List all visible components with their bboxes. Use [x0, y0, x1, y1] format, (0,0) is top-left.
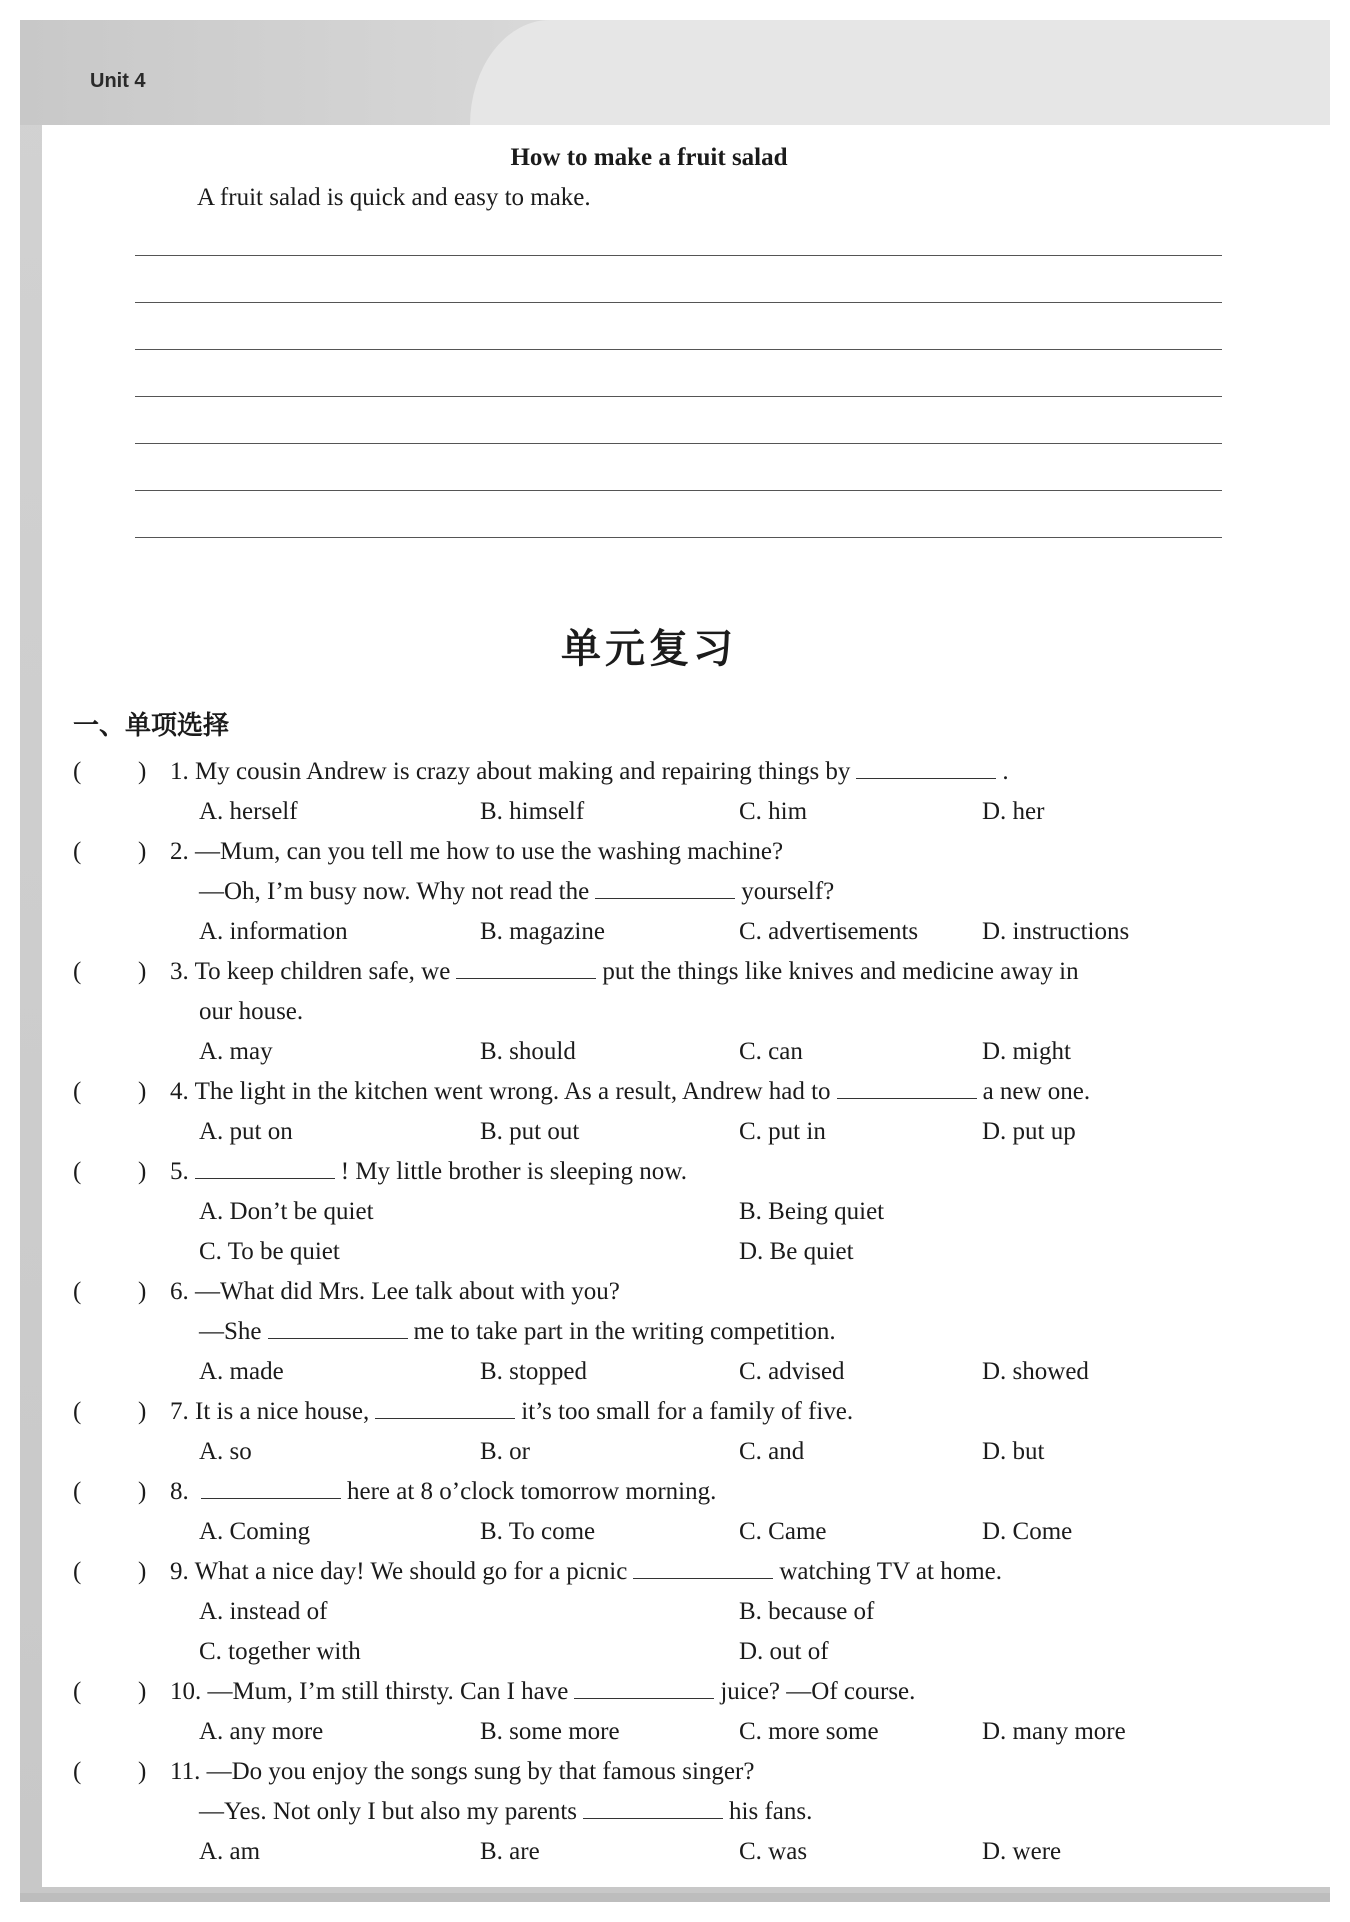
answer-blank[interactable] [456, 978, 596, 979]
answer-paren-open[interactable]: ( [73, 758, 82, 785]
answer-paren-open[interactable]: ( [73, 1078, 82, 1105]
question-11 [0, 1752, 1350, 1872]
answer-paren-close[interactable]: ) [138, 1158, 147, 1185]
writing-line-3[interactable] [135, 349, 1222, 350]
question-5 [0, 1152, 1350, 1272]
answer-blank[interactable] [201, 1498, 341, 1499]
option-d[interactable]: D. her [982, 798, 1045, 825]
question-stem: The light in the kitchen went wrong. As a result, Andrew had to [194, 1078, 831, 1105]
question-stem: —What did Mrs. Lee talk about with you? [195, 1278, 620, 1305]
question-number: 1. [170, 758, 189, 785]
question-number: 11. [170, 1758, 201, 1785]
option-b[interactable]: B. because of [739, 1598, 875, 1625]
answer-blank[interactable] [633, 1578, 773, 1579]
question-4 [0, 1072, 1350, 1152]
section-title: 一、单项选择 [73, 711, 230, 741]
question-stem-end: it’s too small for a family of five. [521, 1398, 854, 1425]
answer-paren-close[interactable]: ) [138, 1678, 147, 1705]
question-stem: —Mum, I’m still thirsty. Can I have [207, 1678, 569, 1705]
review-title: 单元复习 [561, 626, 737, 672]
answer-paren-close[interactable]: ) [138, 838, 147, 865]
question-number: 5. [170, 1158, 189, 1185]
option-a[interactable]: A. am [199, 1838, 261, 1865]
writing-line-7[interactable] [135, 537, 1222, 538]
answer-paren-open[interactable]: ( [73, 1398, 82, 1425]
option-c[interactable]: C. advised [739, 1358, 845, 1385]
answer-paren-open[interactable]: ( [73, 1478, 82, 1505]
question-stem-end: put the things like knives and medicine away in [602, 958, 1079, 985]
option-c[interactable]: C. together with [199, 1638, 361, 1665]
option-b[interactable]: B. To come [480, 1518, 596, 1545]
writing-line-6[interactable] [135, 490, 1222, 491]
question-stem: To keep children safe, we [194, 958, 451, 985]
option-a[interactable]: A. herself [199, 798, 298, 825]
option-b[interactable]: B. put out [480, 1118, 580, 1145]
option-b[interactable]: B. some more [480, 1718, 620, 1745]
option-a[interactable]: A. Don’t be quiet [199, 1198, 374, 1225]
answer-blank[interactable] [195, 1178, 335, 1179]
question-number: 9. [170, 1558, 189, 1585]
unit-label: Unit 4 [90, 70, 146, 92]
question-number: 2. [170, 838, 189, 865]
question-stem-end: here at 8 o’clock tomorrow morning. [347, 1478, 717, 1505]
option-d[interactable]: D. showed [982, 1358, 1089, 1385]
option-d[interactable]: D. many more [982, 1718, 1126, 1745]
question-10 [0, 1672, 1350, 1752]
option-a[interactable]: A. may [199, 1038, 273, 1065]
option-b[interactable]: B. stopped [480, 1358, 587, 1385]
answer-paren-close[interactable]: ) [138, 758, 147, 785]
question-stem: —Mum, can you tell me how to use the washing machine? [195, 838, 784, 865]
option-c[interactable]: C. him [739, 798, 808, 825]
option-b[interactable]: B. or [480, 1438, 530, 1465]
question-stem: It is a nice house, [195, 1398, 370, 1425]
option-c[interactable]: C. put in [739, 1118, 826, 1145]
answer-blank[interactable] [837, 1098, 977, 1099]
question-stem-end: me to take part in the writing competition. [413, 1318, 836, 1345]
answer-blank[interactable] [375, 1418, 515, 1419]
question-number: 4. [170, 1078, 189, 1105]
option-c[interactable]: C. can [739, 1038, 803, 1065]
option-b[interactable]: B. are [480, 1838, 540, 1865]
question-stem-end: a new one. [982, 1078, 1091, 1105]
answer-paren-close[interactable]: ) [138, 1478, 147, 1505]
option-d[interactable]: D. were [982, 1838, 1062, 1865]
question-2 [0, 832, 1350, 952]
question-stem-end: yourself? [741, 878, 835, 905]
question-6 [0, 1272, 1350, 1392]
essay-intro: A fruit salad is quick and easy to make. [197, 184, 591, 211]
option-a[interactable]: A. so [199, 1438, 252, 1465]
answer-paren-close[interactable]: ) [138, 1398, 147, 1425]
question-stem-end: . [1002, 758, 1009, 785]
question-number: 6. [170, 1278, 189, 1305]
option-d[interactable]: D. Be quiet [739, 1238, 854, 1265]
question-stem: My cousin Andrew is crazy about making and repairing things by [195, 758, 851, 785]
answer-paren-open[interactable]: ( [73, 1278, 82, 1305]
option-a[interactable]: A. instead of [199, 1598, 328, 1625]
answer-paren-open[interactable]: ( [73, 1158, 82, 1185]
option-c[interactable]: C. was [739, 1838, 808, 1865]
answer-blank[interactable] [574, 1698, 714, 1699]
question-stem-line2: —Oh, I’m busy now. Why not read the [199, 878, 590, 905]
writing-line-4[interactable] [135, 396, 1222, 397]
answer-paren-close[interactable]: ) [138, 1278, 147, 1305]
answer-paren-close[interactable]: ) [138, 1758, 147, 1785]
answer-blank[interactable] [595, 898, 735, 899]
option-d[interactable]: D. might [982, 1038, 1071, 1065]
question-stem: What a nice day! We should go for a picnic [194, 1558, 628, 1585]
question-3 [0, 952, 1350, 1072]
option-d[interactable]: D. instructions [982, 918, 1130, 945]
essay-title: How to make a fruit salad [510, 144, 788, 171]
question-number: 8. [170, 1478, 189, 1505]
answer-paren-open[interactable]: ( [73, 838, 82, 865]
question-number: 3. [170, 958, 189, 985]
option-c[interactable]: C. To be quiet [199, 1238, 340, 1265]
question-stem-end: watching TV at home. [779, 1558, 1003, 1585]
answer-paren-close[interactable]: ) [138, 1558, 147, 1585]
option-b[interactable]: B. himself [480, 798, 585, 825]
question-8 [0, 1472, 1350, 1552]
option-b[interactable]: B. magazine [480, 918, 605, 945]
writing-line-5[interactable] [135, 443, 1222, 444]
question-stem-end: ! My little brother is sleeping now. [340, 1158, 687, 1185]
answer-paren-close[interactable]: ) [138, 958, 147, 985]
option-d[interactable]: D. but [982, 1438, 1045, 1465]
question-9 [0, 1552, 1350, 1672]
answer-blank[interactable] [268, 1338, 408, 1339]
question-stem-line2: —She [199, 1318, 262, 1345]
question-number: 7. [170, 1398, 189, 1425]
question-stem-end: his fans. [729, 1798, 813, 1825]
writing-line-1[interactable] [135, 255, 1222, 256]
answer-blank[interactable] [856, 778, 996, 779]
option-c[interactable]: C. Came [739, 1518, 827, 1545]
option-c[interactable]: C. and [739, 1438, 805, 1465]
question-7 [0, 1392, 1350, 1472]
option-d[interactable]: D. put up [982, 1118, 1076, 1145]
answer-paren-open[interactable]: ( [73, 1758, 82, 1785]
answer-paren-open[interactable]: ( [73, 958, 82, 985]
question-stem-end: juice? —Of course. [720, 1678, 916, 1705]
answer-blank[interactable] [583, 1818, 723, 1819]
question-1 [0, 752, 1350, 832]
option-c[interactable]: C. advertisements [739, 918, 919, 945]
option-a[interactable]: A. put on [199, 1118, 293, 1145]
option-a[interactable]: A. Coming [199, 1518, 311, 1545]
answer-paren-open[interactable]: ( [73, 1558, 82, 1585]
option-b[interactable]: B. should [480, 1038, 576, 1065]
question-stem-line2: —Yes. Not only I but also my parents [199, 1798, 578, 1825]
writing-line-2[interactable] [135, 302, 1222, 303]
option-a[interactable]: A. any more [199, 1718, 324, 1745]
option-a[interactable]: A. made [199, 1358, 284, 1385]
question-stem: —Do you enjoy the songs sung by that famous singer? [206, 1758, 755, 1785]
option-b[interactable]: B. Being quiet [739, 1198, 885, 1225]
question-stem-line2: our house. [199, 998, 304, 1025]
option-a[interactable]: A. information [199, 918, 348, 945]
option-d[interactable]: D. Come [982, 1518, 1073, 1545]
answer-paren-close[interactable]: ) [138, 1078, 147, 1105]
answer-paren-open[interactable]: ( [73, 1678, 82, 1705]
question-number: 10. [170, 1678, 202, 1705]
option-c[interactable]: C. more some [739, 1718, 879, 1745]
option-d[interactable]: D. out of [739, 1638, 829, 1665]
